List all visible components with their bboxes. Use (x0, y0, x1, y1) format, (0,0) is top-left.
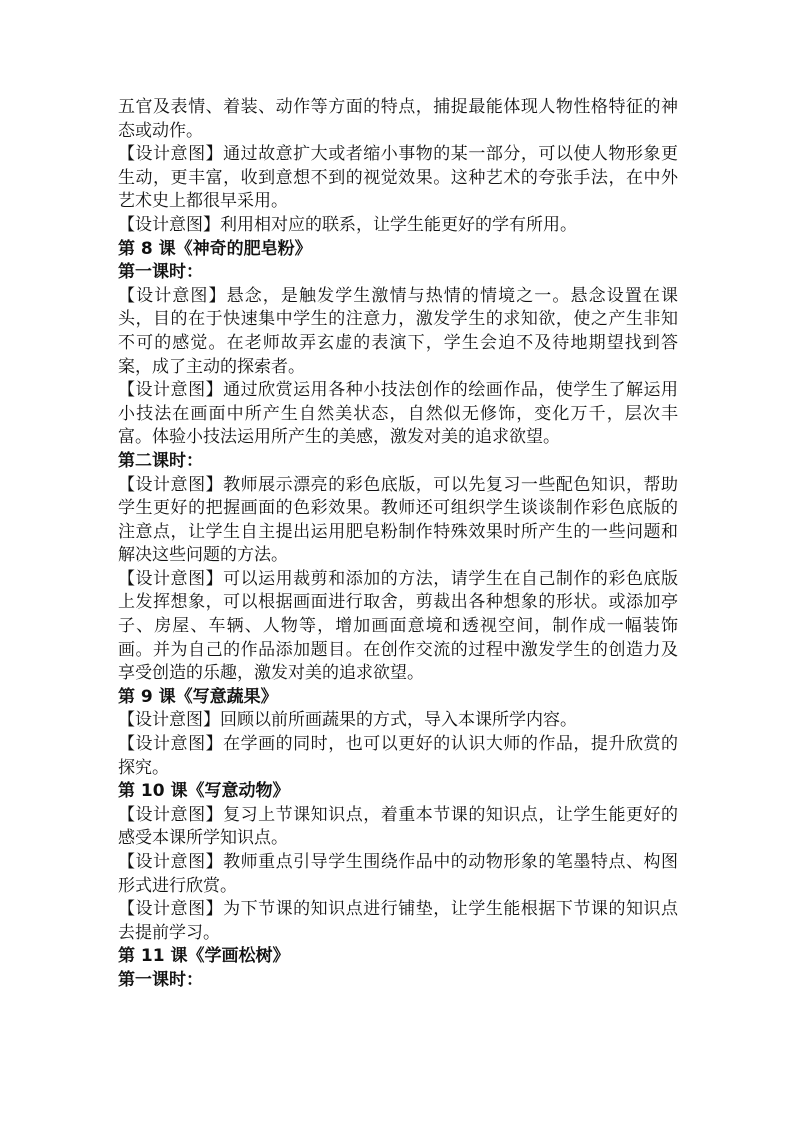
lesson-heading: 第 11 课《学画松树》 (118, 946, 290, 967)
paragraph: 【设计意图】利用相对应的联系，让学生能更好的学有所用。 (118, 214, 577, 235)
paragraph: 【设计意图】教师展示漂亮的彩色底版，可以先复习一些配色知识，帮助学生更好的把握画面的色彩效果。教师还可组织学生谈谈制作彩色底版的注意点，让学生自主提出运用肥皂粉制作特殊效果时所产生的一些问题和解决这些问题的方法。 (118, 474, 678, 566)
paragraph: 【设计意图】可以运用裁剪和添加的方法，请学生在自己制作的彩色底版上发挥想象，可以根据画面进行取舍，剪裁出各种想象的形状。或添加亭子、房屋、车辆、人物等，增加画面意境和透视空间，制作成一幅装饰画。并为自己的作品添加题目。在创作交流的过程中激发学生的创造力及享受创造的乐趣，激发对美的追求欲望。 (118, 568, 678, 684)
lesson-heading: 第 8 课《神奇的肥皂粉》 (118, 238, 312, 259)
paragraph: 【设计意图】教师重点引导学生围绕作品中的动物形象的笔墨特点、构图形式进行欣赏。 (118, 852, 678, 896)
lesson-heading: 第 10 课《写意动物》 (118, 781, 290, 802)
paragraph: 【设计意图】通过故意扩大或者缩小事物的某一部分，可以使人物形象更生动，更丰富，收到意想不到的视觉效果。这种艺术的夸张手法，在中外艺术史上都很早采用。 (118, 144, 678, 212)
paragraph: 【设计意图】悬念，是触发学生激情与热情的情境之一。悬念设置在课头，目的在于快速集中学生的注意力，激发学生的求知欲，使之产生非知不可的感觉。在老师故弄玄虚的表演下，学生会迫不及待地期望找到答案，成了主动的探索者。 (118, 285, 678, 377)
lesson-heading: 第 9 课《写意蔬果》 (118, 686, 278, 707)
paragraph: 五官及表情、着装、动作等方面的特点，捕捉最能体现人物性格特征的神态或动作。 (118, 97, 678, 141)
period-heading: 第一课时： (118, 262, 203, 283)
paragraph: 【设计意图】通过欣赏运用各种小技法创作的绘画作品，使学生了解运用小技法在画面中所产生自然美状态，自然似无修饰，变化万千，层次丰富。体验小技法运用所产生的美感，激发对美的追求欲望。 (118, 380, 678, 448)
paragraph: 【设计意图】回顾以前所画蔬果的方式，导入本课所学内容。 (118, 710, 577, 731)
period-heading: 第一课时： (118, 969, 203, 990)
paragraph: 【设计意图】在学画的同时，也可以更好的认识大师的作品，提升欣赏的探究。 (118, 734, 678, 778)
period-heading: 第二课时： (118, 450, 203, 471)
document-page (118, 96, 678, 993)
paragraph: 【设计意图】复习上节课知识点，着重本节课的知识点，让学生能更好的感受本课所学知识点。 (118, 804, 678, 849)
paragraph: 【设计意图】为下节课的知识点进行铺垫，让学生能根据下节课的知识点去提前学习。 (118, 899, 678, 943)
